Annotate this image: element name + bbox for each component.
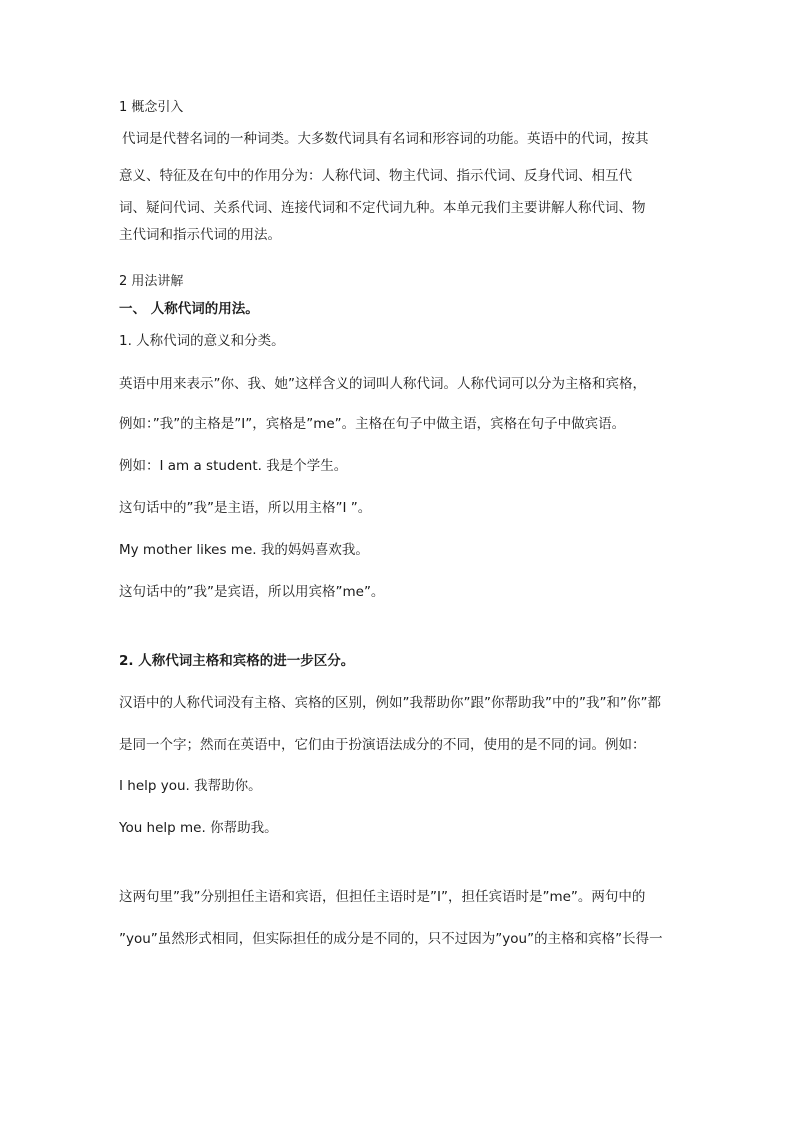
part1-title: 一、 人称代词的用法。 xyxy=(119,301,259,317)
section1-para-line-1: 代词是代替名词的一种词类。大多数代词具有名词和形容词的功能。英语中的代词，按其 xyxy=(122,131,649,147)
sub1-explain-1: 这句话中的”我”是主语，所以用主格”I ”。 xyxy=(119,500,372,516)
sub1-explain-2: 这句话中的”我”是宾语，所以用宾格”me”。 xyxy=(119,584,385,600)
sub2-title: 2. 人称代词主格和宾格的进一步区分。 xyxy=(119,653,355,669)
section1-para-line-4: 主代词和指示代词的用法。 xyxy=(119,227,281,243)
section2-heading: 2 用法讲解 xyxy=(119,274,184,289)
section1-para-line-3: 词、疑问代词、关系代词、连接代词和不定代词九种。本单元我们主要讲解人称代词、物 xyxy=(119,200,646,216)
sub2-line-3: 这两句里”我”分别担任主语和宾语，但担任主语时是”I”，担任宾语时是”me”。两句中的 xyxy=(119,889,646,905)
sub1-title: 1. 人称代词的意义和分类。 xyxy=(119,333,285,349)
sub1-example-1: 例如：I am a student. 我是个学生。 xyxy=(119,458,348,474)
sub2-example-2: You help me. 你帮助我。 xyxy=(119,820,278,836)
sub1-example-2: My mother likes me. 我的妈妈喜欢我。 xyxy=(119,542,369,558)
sub2-line-4: ”you”虽然形式相同，但实际担任的成分是不同的，只不过因为”you”的主格和宾格”长得一 xyxy=(119,931,663,947)
sub2-example-1: I help you. 我帮助你。 xyxy=(119,778,262,794)
section1-para-line-2: 意义、特征及在句中的作用分为：人称代词、物主代词、指示代词、反身代词、相互代 xyxy=(119,168,632,184)
sub2-line-2: 是同一个字；然而在英语中，它们由于扮演语法成分的不同，使用的是不同的词。例如： xyxy=(119,737,646,753)
section1-heading: 1 概念引入 xyxy=(119,100,184,115)
sub1-line-2: 例如：”我”的主格是”I”，宾格是”me”。主格在句子中做主语，宾格在句子中做宾语。 xyxy=(119,416,626,432)
sub1-line-1: 英语中用来表示”你、我、她”这样含义的词叫人称代词。人称代词可以分为主格和宾格， xyxy=(119,376,646,392)
sub2-line-1: 汉语中的人称代词没有主格、宾格的区别，例如”我帮助你”跟”你帮助我”中的”我”和”你”都 xyxy=(119,695,661,711)
